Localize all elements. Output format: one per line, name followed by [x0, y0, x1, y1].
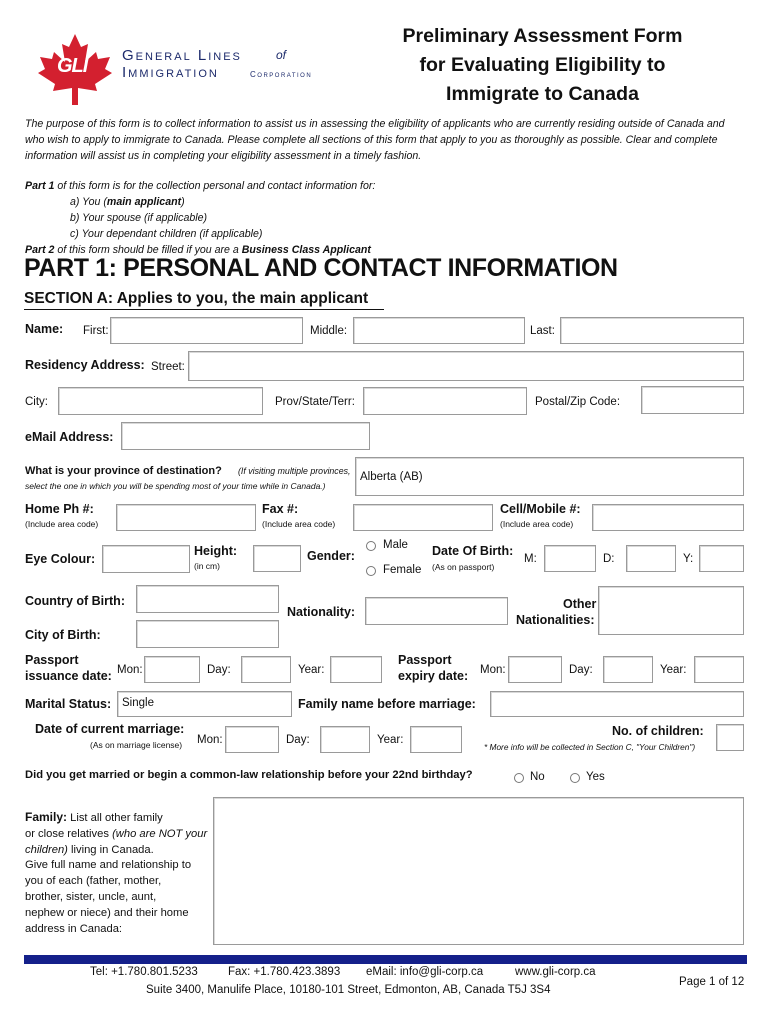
family-label: Family:: [25, 810, 68, 824]
marriage-date-label: Date of current marriage:: [35, 722, 185, 736]
marriage-day-input[interactable]: [320, 726, 370, 753]
home-phone-input[interactable]: [116, 504, 256, 531]
height-input[interactable]: [253, 545, 301, 572]
footer-address: Suite 3400, Manulife Place, 10180-101 Street, Edmonton, AB, Canada T5J 3S4: [146, 984, 551, 996]
nationality-input[interactable]: [365, 597, 508, 625]
other-nationalities-label-2: Nationalities:: [516, 613, 595, 627]
intro-purpose: The purpose of this form is to collect information to assist us in assessing the eligibility of applicants who are currently residing outside of Canada and who wish to apply to immigrate to Canada. Please complete all sections of this form that apply to you as thoroughly as possible. Clear and complete information will assist us in completing your eligibility assessment in a timely fashion.: [25, 118, 725, 162]
expiry-year-input[interactable]: [694, 656, 744, 683]
item-a-suffix: ): [181, 196, 185, 208]
family-instructions: Family: List all other family or close relatives (who are NOT your children) living in Canada. Give full name and relationship to you of each (father, mother, brother, sister, uncle, aunt, nephew or niece) and their home address in Canada:: [25, 810, 208, 935]
item-b: b) Your spouse (if applicable): [70, 212, 208, 224]
page-number: Page 1 of 12: [679, 976, 745, 988]
street-input[interactable]: [188, 351, 744, 381]
company-name-corp: Corporation: [250, 70, 313, 79]
issuance-month-label: Mon:: [117, 664, 143, 676]
dob-year-input[interactable]: [699, 545, 744, 572]
logo-initials: GLI: [57, 55, 88, 77]
other-nationalities-label-1: Other: [563, 597, 597, 611]
family-relatives-input[interactable]: [213, 797, 744, 945]
marriage-month-label: Mon:: [197, 734, 223, 746]
issuance-year-input[interactable]: [330, 656, 382, 683]
form-title-line1: Preliminary Assessment Form: [402, 25, 683, 47]
passport-expiry-label-2: expiry date:: [398, 669, 469, 683]
intro-parts: [25, 178, 745, 258]
home-phone-label: Home Ph #:: [25, 502, 94, 516]
item-c: c) Your dependant children (if applicable): [70, 228, 263, 240]
married-yes-label: Yes: [586, 771, 605, 783]
dob-day-input[interactable]: [626, 545, 676, 572]
eye-colour-label: Eye Colour:: [25, 552, 96, 566]
city-input[interactable]: [58, 387, 263, 415]
city-label: City:: [25, 396, 48, 408]
section-underline: [24, 309, 384, 310]
family-name-label: Family name before marriage:: [298, 697, 476, 711]
children-count-input[interactable]: [716, 724, 744, 751]
company-name-line1: General Lines: [122, 47, 242, 64]
children-count-label: No. of children:: [612, 724, 704, 738]
part2-label: Part 2: [25, 244, 55, 256]
cell-note: (Include area code): [500, 519, 574, 529]
expiry-month-input[interactable]: [508, 656, 562, 683]
footer-bar: [24, 955, 747, 964]
fax-input[interactable]: [353, 504, 493, 531]
passport-issuance-label-1: Passport: [25, 653, 79, 667]
company-name-of: of: [276, 48, 287, 62]
gender-male-radio[interactable]: [366, 541, 376, 551]
gender-male-label: Male: [383, 539, 408, 551]
marriage-month-input[interactable]: [225, 726, 279, 753]
dob-month-input[interactable]: [544, 545, 596, 572]
form-title-line3: Immigrate to Canada: [446, 83, 639, 105]
marriage-date-note: (As on marriage license): [90, 740, 183, 750]
marriage-year-label: Year:: [377, 734, 404, 746]
marriage-year-input[interactable]: [410, 726, 462, 753]
company-logo: [30, 32, 320, 107]
nationality-label: Nationality:: [287, 605, 356, 619]
eye-colour-input[interactable]: [102, 545, 190, 573]
item-a-bold: main applicant: [106, 196, 182, 208]
dob-day-label: D:: [603, 553, 615, 565]
married-no-label: No: [530, 771, 545, 783]
middle-name-input[interactable]: [353, 317, 525, 344]
province-value: Alberta (AB): [360, 471, 423, 483]
part1-text: of this form is for the collection personal and contact information for:: [54, 180, 376, 192]
marital-status-select[interactable]: [117, 691, 292, 717]
fax-note: (Include area code): [262, 519, 336, 529]
dob-note: (As on passport): [432, 562, 495, 572]
section-title: SECTION A: Applies to you, the main applicant: [24, 290, 369, 307]
province-note-2: select the one in which you will be spending most of your time while in Canada.): [25, 481, 326, 491]
email-input[interactable]: [121, 422, 370, 450]
country-birth-input[interactable]: [136, 585, 279, 613]
passport-expiry-label-1: Passport: [398, 653, 452, 667]
company-name-line2: Immigration: [122, 64, 219, 81]
postal-input[interactable]: [641, 386, 744, 414]
issuance-month-input[interactable]: [144, 656, 200, 683]
email-label: eMail Address:: [25, 430, 114, 444]
married-no-radio[interactable]: [514, 773, 524, 783]
part2-text: of this form should be filled if you are a: [54, 244, 242, 256]
fax-label: Fax #:: [262, 502, 299, 516]
dob-month-label: M:: [524, 553, 537, 565]
part2-bold2: Business Class Applicant: [241, 244, 371, 256]
expiry-day-label: Day:: [569, 664, 593, 676]
gender-label: Gender:: [307, 549, 355, 563]
marriage-day-label: Day:: [286, 734, 310, 746]
home-phone-note: (Include area code): [25, 519, 99, 529]
last-name-input[interactable]: [560, 317, 744, 344]
street-label: Street:: [151, 361, 185, 373]
residency-label: Residency Address:: [25, 358, 145, 372]
issuance-day-input[interactable]: [241, 656, 291, 683]
province-question: What is your province of destination?: [25, 465, 222, 477]
last-name-label: Last:: [530, 325, 555, 337]
height-note: (in cm): [194, 561, 220, 571]
part1-label: Part 1: [25, 180, 55, 192]
passport-issuance-label-2: issuance date:: [25, 669, 112, 683]
form-title-line2: for Evaluating Eligibility to: [419, 54, 666, 76]
province-select[interactable]: [355, 457, 744, 496]
first-name-input[interactable]: [110, 317, 303, 344]
form-title: [380, 22, 705, 109]
height-label: Height:: [194, 544, 238, 558]
other-nationalities-input[interactable]: [598, 586, 744, 635]
footer-fax: Fax: +1.780.423.3893: [228, 966, 341, 978]
married-yes-radio[interactable]: [570, 773, 580, 783]
prov-input[interactable]: [363, 387, 527, 415]
marital-status-label: Marital Status:: [25, 697, 112, 711]
married-before-22-question: Did you get married or begin a common-law relationship before your 22nd birthday?: [25, 769, 473, 781]
issuance-day-label: Day:: [207, 664, 231, 676]
city-birth-input[interactable]: [136, 620, 279, 648]
postal-label: Postal/Zip Code:: [535, 396, 621, 408]
marital-status-value: Single: [122, 697, 154, 709]
part-title: PART 1: PERSONAL AND CONTACT INFORMATION: [24, 254, 618, 282]
cell-input[interactable]: [592, 504, 744, 531]
country-birth-label: Country of Birth:: [25, 594, 125, 608]
footer-tel: Tel: +1.780.801.5233: [90, 966, 198, 978]
first-name-label: First:: [83, 325, 109, 337]
expiry-year-label: Year:: [660, 664, 687, 676]
children-count-note: * More info will be collected in Section C, "Your Children"): [484, 742, 696, 752]
cell-label: Cell/Mobile #:: [500, 502, 581, 516]
family-name-input[interactable]: [490, 691, 744, 717]
middle-name-label: Middle:: [310, 325, 348, 337]
city-birth-label: City of Birth:: [25, 628, 101, 642]
dob-year-label: Y:: [683, 553, 694, 565]
item-a-prefix: a) You (: [70, 196, 107, 208]
name-label: Name:: [25, 322, 64, 336]
footer-website[interactable]: www.gli-corp.ca: [515, 966, 596, 978]
province-note: (If visiting multiple provinces,: [238, 466, 351, 476]
prov-label: Prov/State/Terr:: [275, 396, 355, 408]
expiry-day-input[interactable]: [603, 656, 653, 683]
gender-female-label: Female: [383, 564, 422, 576]
issuance-year-label: Year:: [298, 664, 325, 676]
footer-email[interactable]: eMail: info@gli-corp.ca: [366, 966, 484, 978]
gender-female-radio[interactable]: [366, 566, 376, 576]
dob-label: Date Of Birth:: [432, 544, 514, 558]
expiry-month-label: Mon:: [480, 664, 506, 676]
